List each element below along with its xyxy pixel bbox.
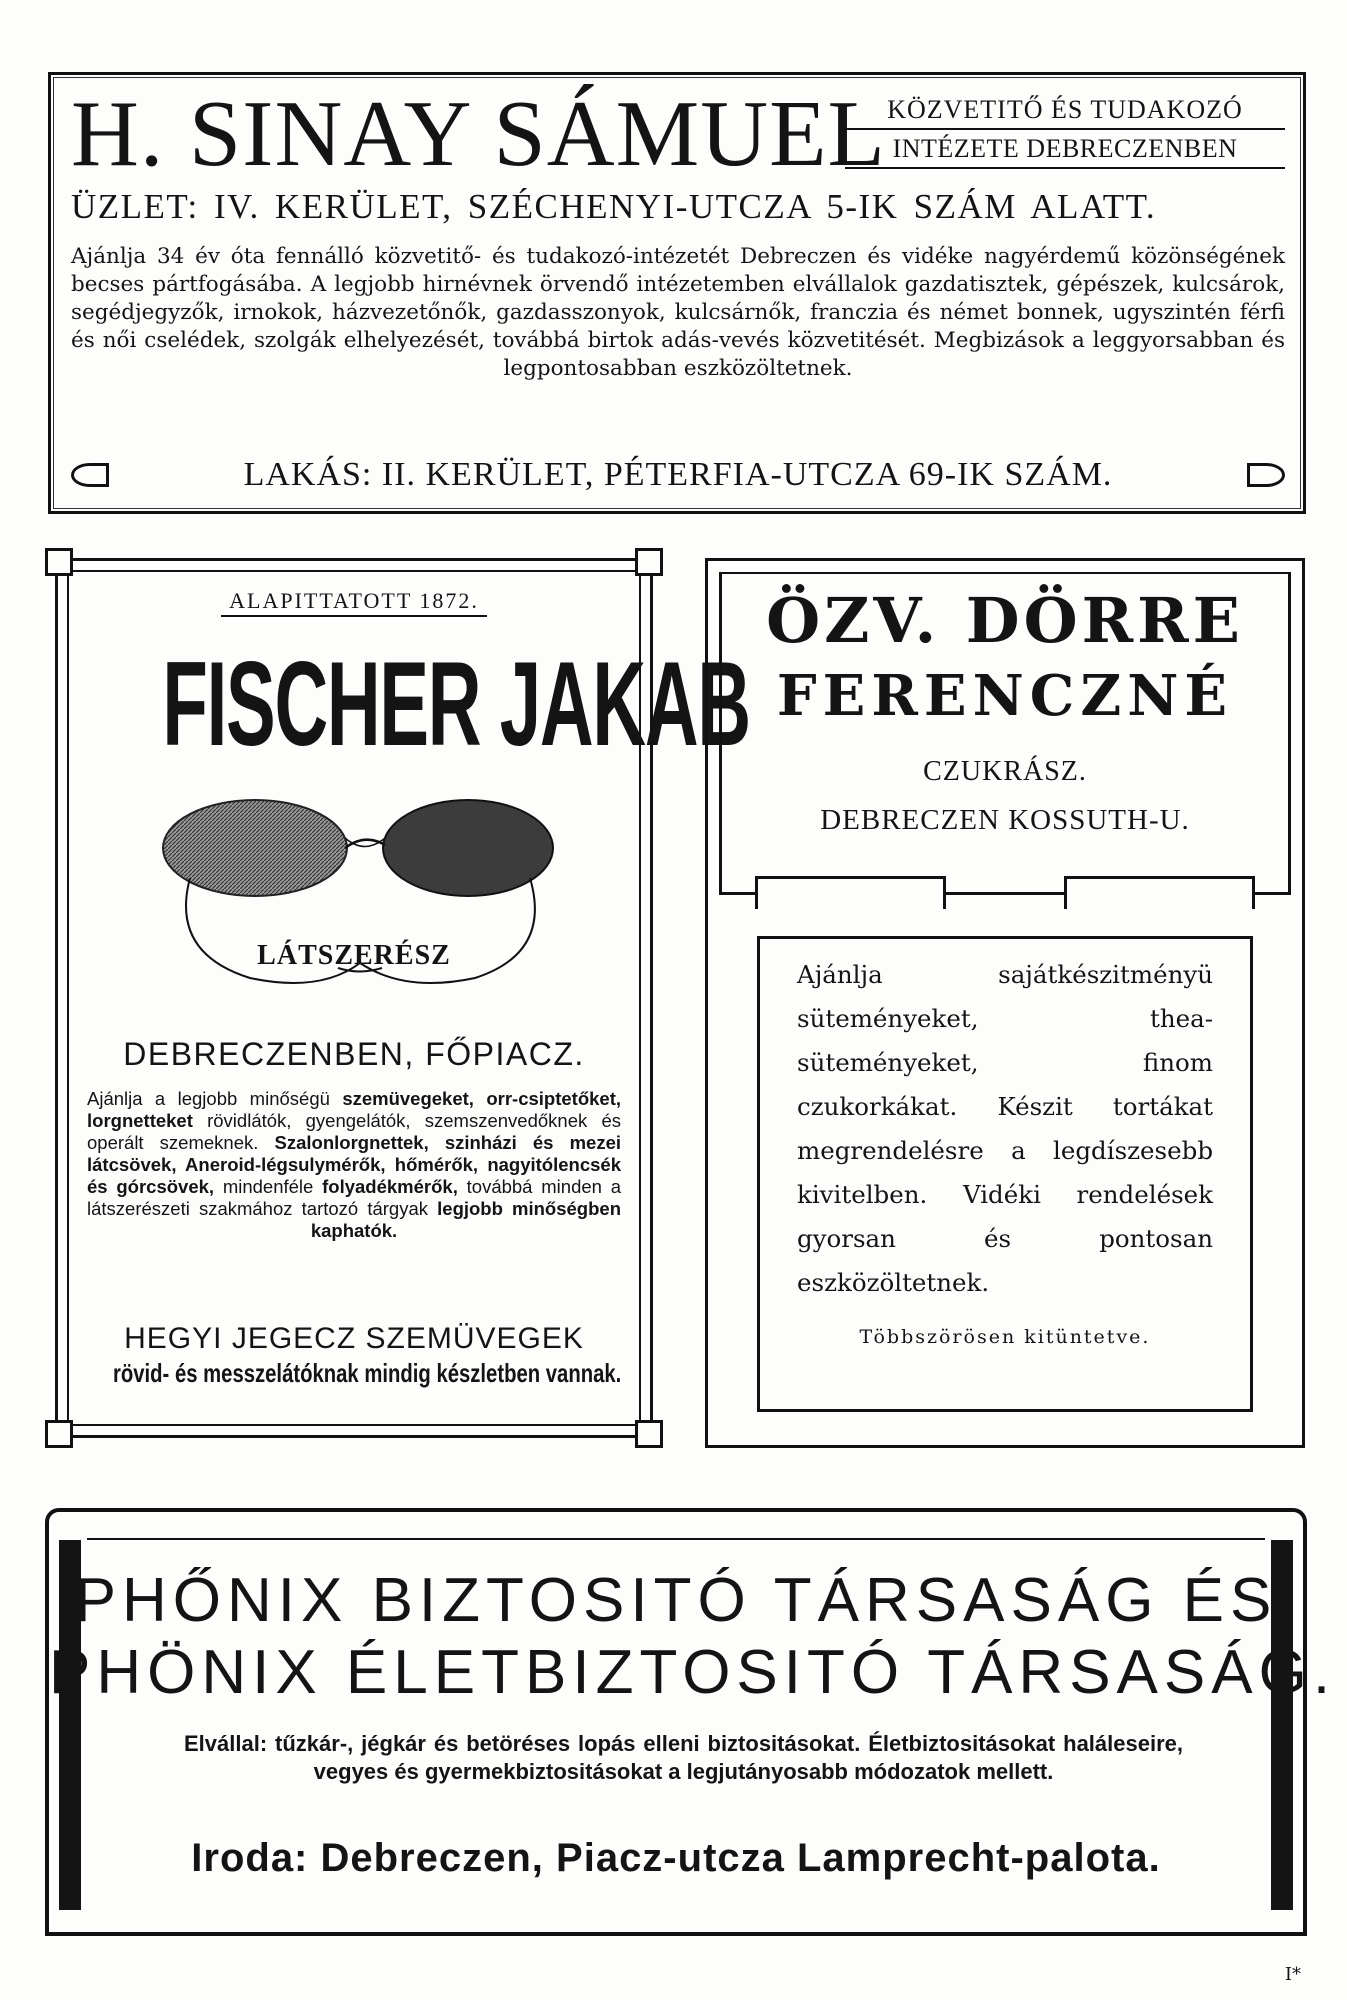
sinay-tagline xyxy=(845,95,1285,169)
dorre-name-line-1: ÖZV. DÖRRE xyxy=(766,584,1244,657)
fischer-hegyi: HEGYI JEGECZ SZEMÜVEGEK xyxy=(124,1322,584,1355)
sinay-name: H. SINAY SÁMUEL xyxy=(71,82,886,186)
phonix-body: Elvállal: tűzkár-, jégkár és betöréses lopás elleni biztositásokat. Életbiztositásokat haláleseire, vegyes és gyermekbiztositásokat a legjutányosabb módozatok mellett. xyxy=(184,1731,1183,1784)
dorre-name-line-2: FERENCZNÉ xyxy=(776,663,1234,729)
sinay-tagline-2: INTÉZETE DEBRECZENBEN xyxy=(845,130,1285,169)
phonix-title-2: PHÖNIX ÉLETBIZTOSITÓ TÁRSASÁG. xyxy=(49,1638,1337,1707)
ad-fischer-jakab xyxy=(45,548,750,1448)
fischer-city: DEBRECZENBEN, FŐPIACZ. xyxy=(123,1036,585,1072)
fischer-stock-line: rövid- és messzelátóknak mindig készletben vannak. xyxy=(112,1358,622,1388)
fischer-body xyxy=(87,1088,621,1242)
corner-square-icon xyxy=(45,548,73,576)
dorre-tab-left xyxy=(755,876,946,909)
corner-square-icon xyxy=(45,1420,73,1448)
fischer-body-text: rövidlátók, gyengelátók, szemszenvedőknek és operált szemeknek. xyxy=(87,1110,621,1153)
phonix-top-rule xyxy=(87,1538,1265,1540)
fischer-founded-text: ALAPITTATOTT 1872. xyxy=(221,588,487,617)
dorre-trade: CZUKRÁSZ. xyxy=(923,756,1087,787)
fischer-name: FISCHER JAKAB xyxy=(162,637,750,771)
corner-square-icon xyxy=(635,548,663,576)
fischer-body-emph: Szalonlorgnettek, szinházi és mezei látcsövek, Aneroid-légsulymérők, hőmérők, nagyitólencsék és górcsövek, xyxy=(87,1132,622,1197)
sinay-tagline-1: KÖZVETITŐ ÉS TUDAKOZÓ xyxy=(845,95,1285,130)
sinay-footer xyxy=(71,453,1285,497)
fischer-body-text: mindenféle xyxy=(214,1176,323,1197)
page-signature-mark: I* xyxy=(1284,1964,1301,1985)
dorre-body: Ajánlja sajátkészitményü süteményeket, thea-süteményeket, finom czukorkákat. Készit tortákat megrendelésre a legdíszesebb kivitelben. Vidéki rendelések gyorsan és pontosan eszközöltetnek. xyxy=(797,960,1213,1297)
ad-sinay-samuel xyxy=(48,72,1306,514)
ad-phonix-insurance xyxy=(45,1508,1337,1936)
sinay-address: ÜZLET: IV. KERÜLET, SZÉCHENYI-UTCZA 5-IK SZÁM ALATT. xyxy=(71,187,1157,226)
left-ornament-icon xyxy=(71,463,109,487)
fischer-trade: LÁTSZERÉSZ xyxy=(257,940,451,971)
fischer-body-emph: folyadékmérők, xyxy=(322,1176,458,1197)
fischer-body-text: továbbá minden a látszerészeti szakmához tartozó tárgyak xyxy=(87,1176,621,1219)
dorre-address: DEBRECZEN KOSSUTH-U. xyxy=(820,804,1190,836)
fischer-body-emph: legjobb minőségben kaphatók. xyxy=(310,1198,622,1241)
fischer-body-text: Ajánlja a legjobb minőségü xyxy=(87,1088,343,1109)
phonix-title-1: PHŐNIX BIZTOSITÓ TÁRSASÁG ÉS xyxy=(74,1566,1278,1635)
corner-square-icon xyxy=(635,1420,663,1448)
right-ornament-icon xyxy=(1247,463,1285,487)
phonix-office: Iroda: Debreczen, Piacz-utcza Lamprecht-palota. xyxy=(191,1836,1161,1880)
dorre-tab-right xyxy=(1064,876,1255,909)
sinay-residence: LAKÁS: II. KERÜLET, PÉTERFIA-UTCZA 69-IK SZÁM. xyxy=(243,456,1113,493)
sinay-body: Ajánlja 34 év óta fennálló közvetitő- és tudakozó-intézetét Debreczen és vidéke nagyérdemű közönségének becses pártfogásába. A legjobb hirnévnek örvendő intézetemben elvállalok gazdatisztek, gépészek, kulcsárok, segédjegyzők, irnokok, házvezetőnők, gazdasszonyok, kulcsárnők, franczia és német bonnek, ugyszintén férfi és női cselédek, szolgák elhelyezését, továbbá birtok adás-vevés közvetitését. Megbizások a leggyorsabban és legpontosabban eszközöltetnek. xyxy=(71,244,1285,381)
fischer-founded xyxy=(45,588,663,614)
fischer-body-emph: szemüvegeket, orr-csiptetőket, lorgnetteket xyxy=(87,1088,622,1131)
ad-dorre-ferenczne xyxy=(705,558,1305,1448)
dorre-awards-note: Többszörösen kitüntetve. xyxy=(859,1326,1151,1348)
